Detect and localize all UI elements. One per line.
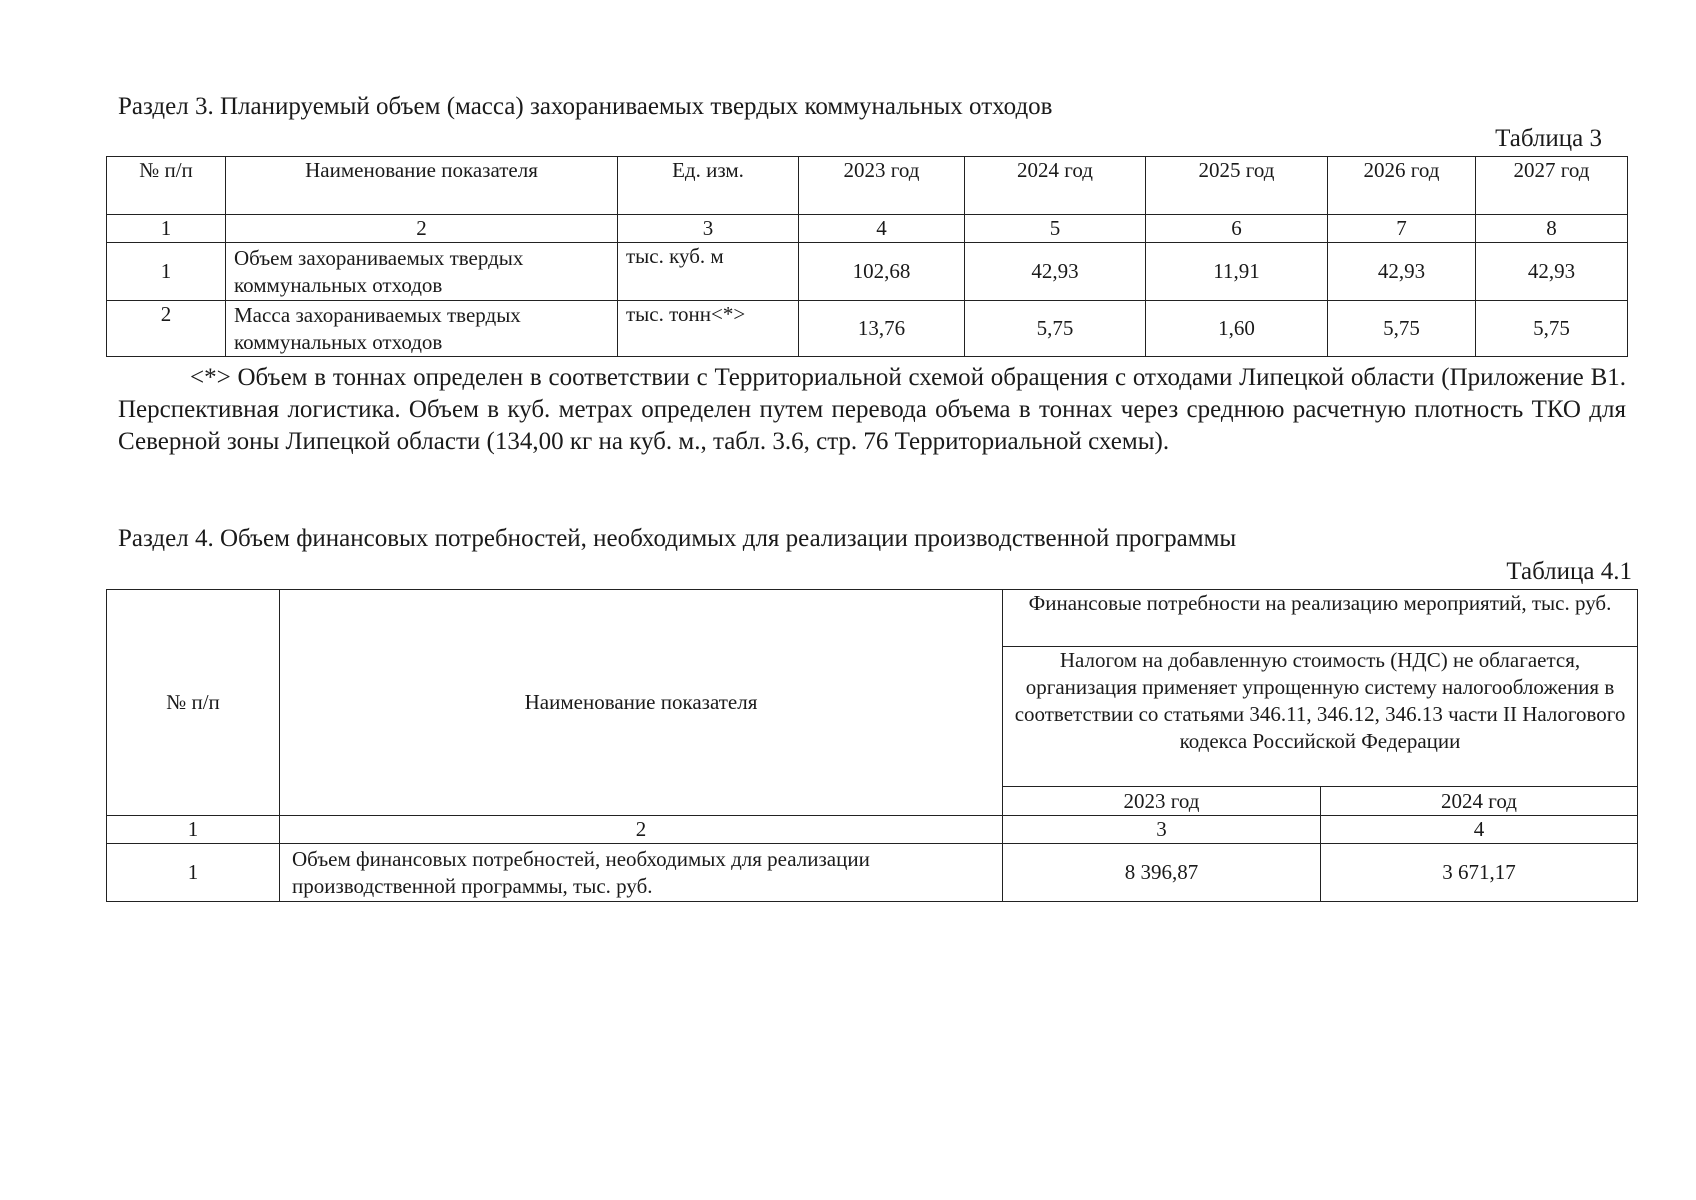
col-number: 6 — [1146, 215, 1328, 243]
col-number: 4 — [1321, 816, 1638, 844]
table-4-1-header-row — [107, 590, 1638, 647]
row-num: 1 — [107, 844, 280, 902]
table-row — [107, 844, 1638, 902]
header-vat-note: Налогом на добавленную стоимость (НДС) не облагается, организация применяет упрощенную систему налогообложения в соответствии со статьями 346.11, 346.12, 346.13 части II Налогового кодекса Российской Федерации — [1003, 647, 1638, 787]
col-number: 8 — [1476, 215, 1628, 243]
row-num: 2 — [107, 301, 226, 357]
table-3 — [106, 156, 1628, 357]
table-3-header-row — [107, 157, 1628, 215]
header-year: 2023 год — [799, 157, 965, 215]
col-number: 2 — [226, 215, 618, 243]
row-value: 102,68 — [799, 243, 965, 301]
row-name: Объем захораниваемых твердых коммунальных отходов — [226, 243, 618, 301]
col-number: 3 — [618, 215, 799, 243]
col-number: 2 — [280, 816, 1003, 844]
header-year: 2027 год — [1476, 157, 1628, 215]
section-3-heading: Раздел 3. Планируемый объем (масса) захораниваемых твердых коммунальных отходов — [118, 93, 1053, 120]
col-number: 1 — [107, 215, 226, 243]
header-year: 2026 год — [1328, 157, 1476, 215]
row-name: Масса захораниваемых твердых коммунальных отходов — [226, 301, 618, 357]
row-value: 13,76 — [799, 301, 965, 357]
row-name: Объем финансовых потребностей, необходимых для реализации производственной программы, тыс. руб. — [280, 844, 1003, 902]
table-row — [107, 301, 1628, 357]
header-name: Наименование показателя — [280, 590, 1003, 816]
section-4-heading: Раздел 4. Объем финансовых потребностей, необходимых для реализации производственной программы — [118, 525, 1237, 552]
header-year: 2024 год — [1321, 787, 1638, 816]
table-row — [107, 243, 1628, 301]
table-4-1 — [106, 589, 1638, 902]
col-number: 3 — [1003, 816, 1321, 844]
row-unit: тыс. куб. м — [618, 243, 799, 301]
row-value: 42,93 — [965, 243, 1146, 301]
header-finance-title: Финансовые потребности на реализацию мероприятий, тыс. руб. — [1003, 590, 1638, 647]
header-year: 2023 год — [1003, 787, 1321, 816]
table-4-1-caption: Таблица 4.1 — [1506, 558, 1632, 585]
header-name: Наименование показателя — [226, 157, 618, 215]
header-unit: Ед. изм. — [618, 157, 799, 215]
col-number: 7 — [1328, 215, 1476, 243]
table-3-caption: Таблица 3 — [1495, 125, 1602, 152]
header-year: 2025 год — [1146, 157, 1328, 215]
header-num: № п/п — [107, 157, 226, 215]
row-value: 5,75 — [965, 301, 1146, 357]
row-value: 5,75 — [1328, 301, 1476, 357]
header-num: № п/п — [107, 590, 280, 816]
row-value: 8 396,87 — [1003, 844, 1321, 902]
row-value: 3 671,17 — [1321, 844, 1638, 902]
table-3-footnote: <*> Объем в тоннах определен в соответствии с Территориальной схемой обращения с отходами Липецкой области (Приложение В1. Перспективная логистика. Объем в куб. метрах определен путем перевода объема в тоннах через среднюю расчетную плотность ТКО для Северной зоны Липецкой области (134,00 кг на куб. м., табл. 3.6, стр. 76 Территориальной схемы). — [118, 364, 1626, 455]
row-value: 5,75 — [1476, 301, 1628, 357]
col-number: 5 — [965, 215, 1146, 243]
row-value: 1,60 — [1146, 301, 1328, 357]
row-value: 11,91 — [1146, 243, 1328, 301]
table-3-col-number-row — [107, 215, 1628, 243]
row-unit: тыс. тонн<*> — [618, 301, 799, 357]
col-number: 1 — [107, 816, 280, 844]
header-year: 2024 год — [965, 157, 1146, 215]
col-number: 4 — [799, 215, 965, 243]
row-value: 42,93 — [1328, 243, 1476, 301]
row-num: 1 — [107, 243, 226, 301]
table-4-1-col-number-row — [107, 816, 1638, 844]
row-value: 42,93 — [1476, 243, 1628, 301]
